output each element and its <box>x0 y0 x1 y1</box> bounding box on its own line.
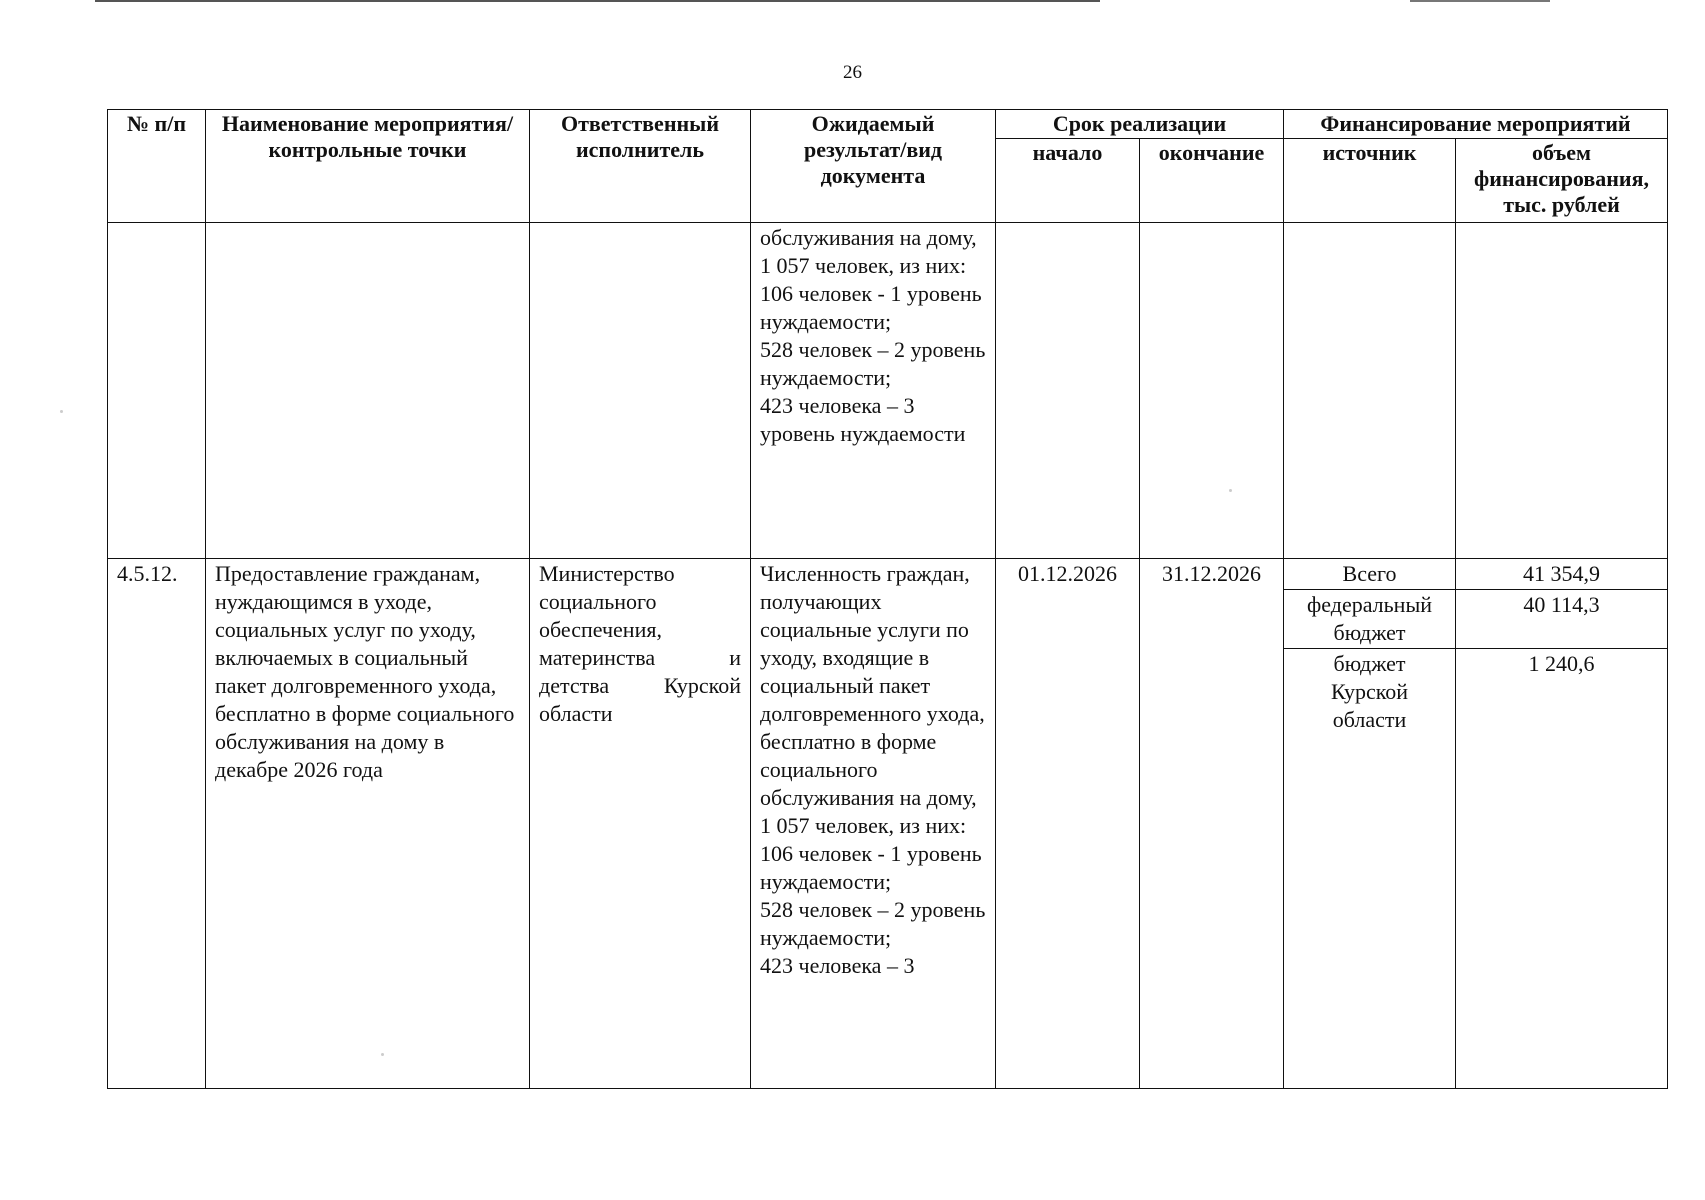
row-end-cell: 31.12.2026 <box>1140 559 1284 1089</box>
header-result: Ожидаемый результат/вид документа <box>751 110 996 223</box>
row-executor-cell: Министерство социального обеспечения, материнства и детства Курской области <box>530 559 751 1089</box>
cont-source-cell <box>1284 223 1456 559</box>
header-period-end: окончание <box>1140 139 1284 223</box>
header-executor: Ответственный исполнитель <box>530 110 751 223</box>
cont-result-cell: обслуживания на дому, 1 057 человек, из них: 106 человек - 1 уровень нуждаемости; 528 человек – 2 уровень нуждаемости; 423 человека – 3 уровень нуждаемости <box>751 223 996 559</box>
fin-source-federal: федеральный бюджет <box>1284 590 1456 649</box>
row-start-cell: 01.12.2026 <box>996 559 1140 1089</box>
row-num-cell: 4.5.12. <box>108 559 206 1089</box>
cont-executor-cell <box>530 223 751 559</box>
cont-amount-cell <box>1456 223 1668 559</box>
header-fin-amount: объем финансирования, тыс. рублей <box>1456 139 1668 223</box>
header-period: Срок реализации <box>996 110 1284 139</box>
cont-start-cell <box>996 223 1140 559</box>
activities-table <box>107 109 1668 1089</box>
row-name-cell: Предоставление гражданам, нуждающимся в уходе, социальных услуг по уходу, включаемых в социальный пакет долговременного ухода, бесплатно в форме социального обслуживания на дому в декабре 2026 года <box>206 559 530 1089</box>
fin-source-total: Всего <box>1284 559 1456 590</box>
top-scan-border-right <box>1410 0 1550 2</box>
table-row <box>108 559 1668 590</box>
fin-amount-federal: 40 114,3 <box>1456 590 1668 649</box>
page-number: 26 <box>843 62 862 83</box>
fin-amount-regional: 1 240,6 <box>1456 649 1668 1089</box>
scan-speck <box>1229 489 1232 492</box>
fin-amount-total: 41 354,9 <box>1456 559 1668 590</box>
top-scan-border <box>95 0 1100 2</box>
header-period-start: начало <box>996 139 1140 223</box>
header-name: Наименование мероприятия/контрольные точки <box>206 110 530 223</box>
header-num: № п/п <box>108 110 206 223</box>
header-row-1 <box>108 110 1668 139</box>
cont-end-cell <box>1140 223 1284 559</box>
scan-speck <box>381 1053 384 1056</box>
continuation-row <box>108 223 1668 559</box>
row-result-cell: Численность граждан, получающих социальные услуги по уходу, входящие в социальный пакет долговременного ухода, бесплатно в форме социального обслуживания на дому, 1 057 человек, из них: 106 человек - 1 уровень нуждаемости; 528 человек – 2 уровень нуждаемости; 423 человека – 3 <box>751 559 996 1089</box>
cont-name-cell <box>206 223 530 559</box>
fin-source-regional: бюджет Курской области <box>1284 649 1456 1089</box>
header-fin-source: источник <box>1284 139 1456 223</box>
scan-speck <box>60 410 63 413</box>
header-financing: Финансирование мероприятий <box>1284 110 1668 139</box>
cont-num-cell <box>108 223 206 559</box>
